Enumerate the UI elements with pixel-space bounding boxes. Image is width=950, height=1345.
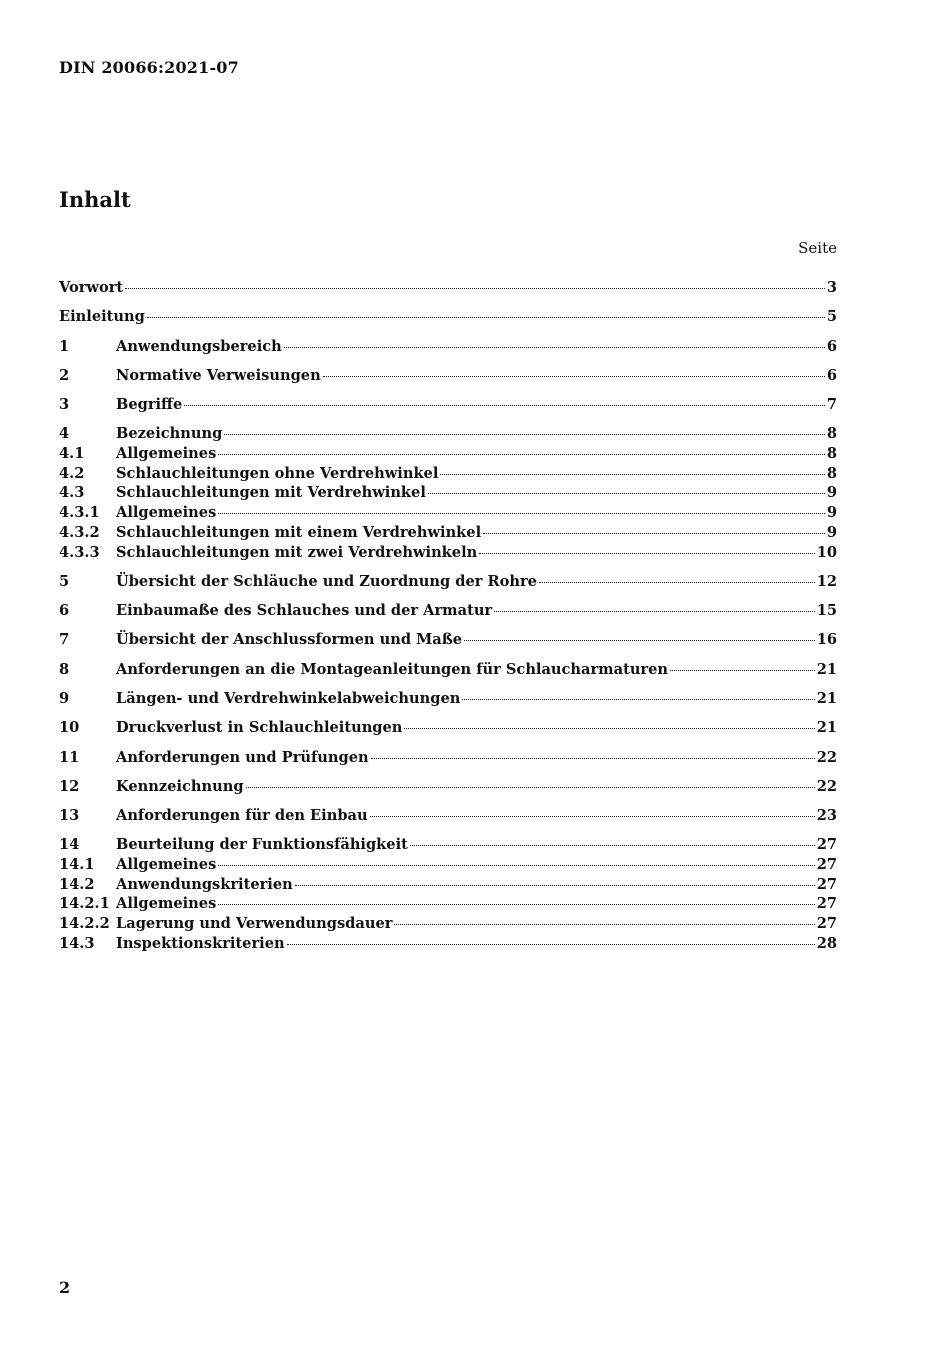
document-header: DIN 20066:2021-07 <box>59 58 239 77</box>
toc-dot-leader <box>147 313 825 318</box>
toc-entry-page: 27 <box>816 856 837 874</box>
toc-entry[interactable] <box>59 543 837 563</box>
toc-entry-page: 27 <box>816 836 837 854</box>
toc-entry-number: 14.2.1 <box>59 895 110 913</box>
toc-dot-leader <box>287 940 815 945</box>
toc-entry-title: Übersicht der Anschlussformen und Maße <box>116 631 463 649</box>
toc-entry-number: 4.2 <box>59 464 85 482</box>
toc-entry-page: 6 <box>826 337 837 355</box>
toc-entry-title: Allgemeines <box>116 445 217 463</box>
toc-entry-number: 12 <box>59 777 80 795</box>
toc-dot-leader <box>370 812 815 817</box>
toc-dot-leader <box>462 695 814 700</box>
toc-entry[interactable] <box>59 660 837 680</box>
toc-entry-number: 9 <box>59 689 70 707</box>
toc-dot-leader <box>284 343 825 348</box>
toc-entry-title: Übersicht der Schläuche und Zuordnung der Rohre <box>116 572 537 590</box>
toc-entry-page: 27 <box>816 875 837 893</box>
toc-dot-leader <box>218 900 814 905</box>
toc-entry-page: 6 <box>826 366 837 384</box>
toc-entry-number: 13 <box>59 807 80 825</box>
toc-entry-number: 4.1 <box>59 445 85 463</box>
toc-entry-title: Inspektionskriterien <box>116 934 285 952</box>
toc-entry[interactable] <box>59 601 837 621</box>
toc-entry-number: 7 <box>59 631 70 649</box>
toc-entry-title: Normative Verweisungen <box>116 366 321 384</box>
toc-dot-leader <box>483 529 825 534</box>
toc-dot-leader <box>394 920 814 925</box>
toc-entry-number: 10 <box>59 719 80 737</box>
toc-entry[interactable] <box>59 914 837 934</box>
toc-entry[interactable] <box>59 572 837 592</box>
toc-entry[interactable] <box>59 748 837 768</box>
toc-entry-page: 21 <box>816 689 837 707</box>
page-title: Inhalt <box>59 187 131 212</box>
toc-entry[interactable] <box>59 395 837 415</box>
toc-entry[interactable] <box>59 424 837 444</box>
toc-entry-title: Anforderungen und Prüfungen <box>116 748 369 766</box>
toc-dot-leader <box>125 284 825 289</box>
toc-entry-title: Druckverlust in Schlauchleitungen <box>116 719 403 737</box>
toc-entry-page: 21 <box>816 719 837 737</box>
toc-dot-leader <box>479 549 814 554</box>
page-column-label: Seite <box>798 239 837 257</box>
toc-entry-page: 9 <box>826 504 837 522</box>
toc-entry-title: Anforderungen für den Einbau <box>116 807 368 825</box>
toc-entry-page: 27 <box>816 895 837 913</box>
toc-entry-title: Schlauchleitungen mit zwei Verdrehwinkeln <box>116 543 478 561</box>
toc-entry[interactable] <box>59 337 837 357</box>
toc-entry-page: 10 <box>816 543 837 561</box>
toc-dot-leader <box>404 724 814 729</box>
toc-entry-title: Allgemeines <box>116 856 217 874</box>
toc-entry-page: 7 <box>826 396 837 414</box>
table-of-contents <box>59 278 837 953</box>
toc-entry[interactable] <box>59 934 837 954</box>
toc-entry[interactable] <box>59 278 837 298</box>
toc-entry-title: Beurteilung der Funktionsfähigkeit <box>116 836 408 854</box>
toc-dot-leader <box>218 450 825 455</box>
toc-entry[interactable] <box>59 806 837 826</box>
toc-entry-page: 12 <box>816 572 837 590</box>
toc-dot-leader <box>440 470 824 475</box>
toc-entry-title: Schlauchleitungen mit Verdrehwinkel <box>116 484 426 502</box>
toc-entry-number: 4.3.2 <box>59 523 100 541</box>
toc-entry[interactable] <box>59 464 837 484</box>
toc-entry-title: Anwendungsbereich <box>116 337 282 355</box>
toc-dot-leader <box>539 578 815 583</box>
toc-entry-number: 14.2 <box>59 875 95 893</box>
toc-entry-title: Vorwort <box>59 279 124 296</box>
toc-dot-leader <box>371 754 815 759</box>
toc-entry-number: 11 <box>59 748 80 766</box>
toc-dot-leader <box>410 841 815 846</box>
toc-dot-leader <box>428 489 825 494</box>
toc-entry[interactable] <box>59 689 837 709</box>
toc-entry-title: Schlauchleitungen mit einem Verdrehwinkel <box>116 523 482 541</box>
toc-entry[interactable] <box>59 523 837 543</box>
toc-entry[interactable] <box>59 503 837 523</box>
toc-entry[interactable] <box>59 366 837 386</box>
toc-entry-page: 5 <box>826 308 837 326</box>
toc-entry-page: 9 <box>826 523 837 541</box>
toc-entry[interactable] <box>59 835 837 855</box>
toc-entry-number: 6 <box>59 602 70 620</box>
toc-entry[interactable] <box>59 630 837 650</box>
toc-entry-number: 14.1 <box>59 856 95 874</box>
toc-entry[interactable] <box>59 718 837 738</box>
toc-dot-leader <box>295 881 815 886</box>
toc-entry-page: 23 <box>816 807 837 825</box>
toc-dot-leader <box>218 861 814 866</box>
toc-entry-title: Einleitung <box>59 308 145 326</box>
toc-entry-page: 22 <box>816 777 837 795</box>
toc-entry-page: 28 <box>816 934 837 952</box>
toc-entry-page: 15 <box>816 602 837 620</box>
toc-entry-number: 3 <box>59 396 70 414</box>
toc-entry-title: Schlauchleitungen ohne Verdrehwinkel <box>116 464 439 482</box>
toc-entry[interactable] <box>59 307 837 327</box>
toc-entry-title: Kennzeichnung <box>116 777 244 795</box>
toc-dot-leader <box>184 401 825 406</box>
page-number: 2 <box>59 1278 71 1297</box>
toc-entry-number: 1 <box>59 337 70 355</box>
toc-entry-page: 8 <box>826 445 837 463</box>
toc-entry-number: 4.3.1 <box>59 504 100 522</box>
toc-entry-title: Lagerung und Verwendungsdauer <box>116 915 393 933</box>
toc-entry-title: Einbaumaße des Schlauches und der Armatur <box>116 602 493 620</box>
toc-entry-page: 21 <box>816 660 837 678</box>
toc-entry-title: Längen- und Verdrehwinkelabweichungen <box>116 689 461 707</box>
toc-entry-number: 4 <box>59 425 70 443</box>
toc-dot-leader <box>670 666 815 671</box>
toc-entry-title: Bezeichnung <box>116 425 223 443</box>
toc-entry[interactable] <box>59 894 837 914</box>
toc-entry-number: 4.3.3 <box>59 543 100 561</box>
toc-entry-number: 4.3 <box>59 484 85 502</box>
toc-entry[interactable] <box>59 777 837 797</box>
toc-dot-leader <box>224 430 825 435</box>
toc-entry-page: 3 <box>826 279 837 296</box>
toc-entry-number: 8 <box>59 660 70 678</box>
toc-entry-page: 27 <box>816 915 837 933</box>
toc-dot-leader <box>218 509 825 514</box>
toc-entry-number: 2 <box>59 366 70 384</box>
toc-entry-title: Allgemeines <box>116 895 217 913</box>
toc-dot-leader <box>464 636 815 641</box>
toc-entry[interactable] <box>59 875 837 895</box>
toc-entry-page: 22 <box>816 748 837 766</box>
toc-entry-page: 9 <box>826 484 837 502</box>
toc-entry-title: Anwendungskriterien <box>116 875 293 893</box>
toc-entry[interactable] <box>59 444 837 464</box>
toc-dot-leader <box>494 607 815 612</box>
toc-entry-title: Anforderungen an die Montageanleitungen für Schlaucharmaturen <box>116 660 669 678</box>
toc-dot-leader <box>246 783 815 788</box>
toc-entry-number: 5 <box>59 572 70 590</box>
toc-entry-page: 8 <box>826 425 837 443</box>
toc-entry[interactable] <box>59 483 837 503</box>
toc-entry-page: 8 <box>826 464 837 482</box>
toc-entry-number: 14.3 <box>59 934 95 952</box>
toc-entry-title: Allgemeines <box>116 504 217 522</box>
toc-dot-leader <box>323 372 825 377</box>
toc-entry-number: 14 <box>59 836 80 854</box>
toc-entry-page: 16 <box>816 631 837 649</box>
toc-entry-title: Begriffe <box>116 396 183 414</box>
toc-entry-number: 14.2.2 <box>59 915 110 933</box>
toc-entry[interactable] <box>59 855 837 875</box>
